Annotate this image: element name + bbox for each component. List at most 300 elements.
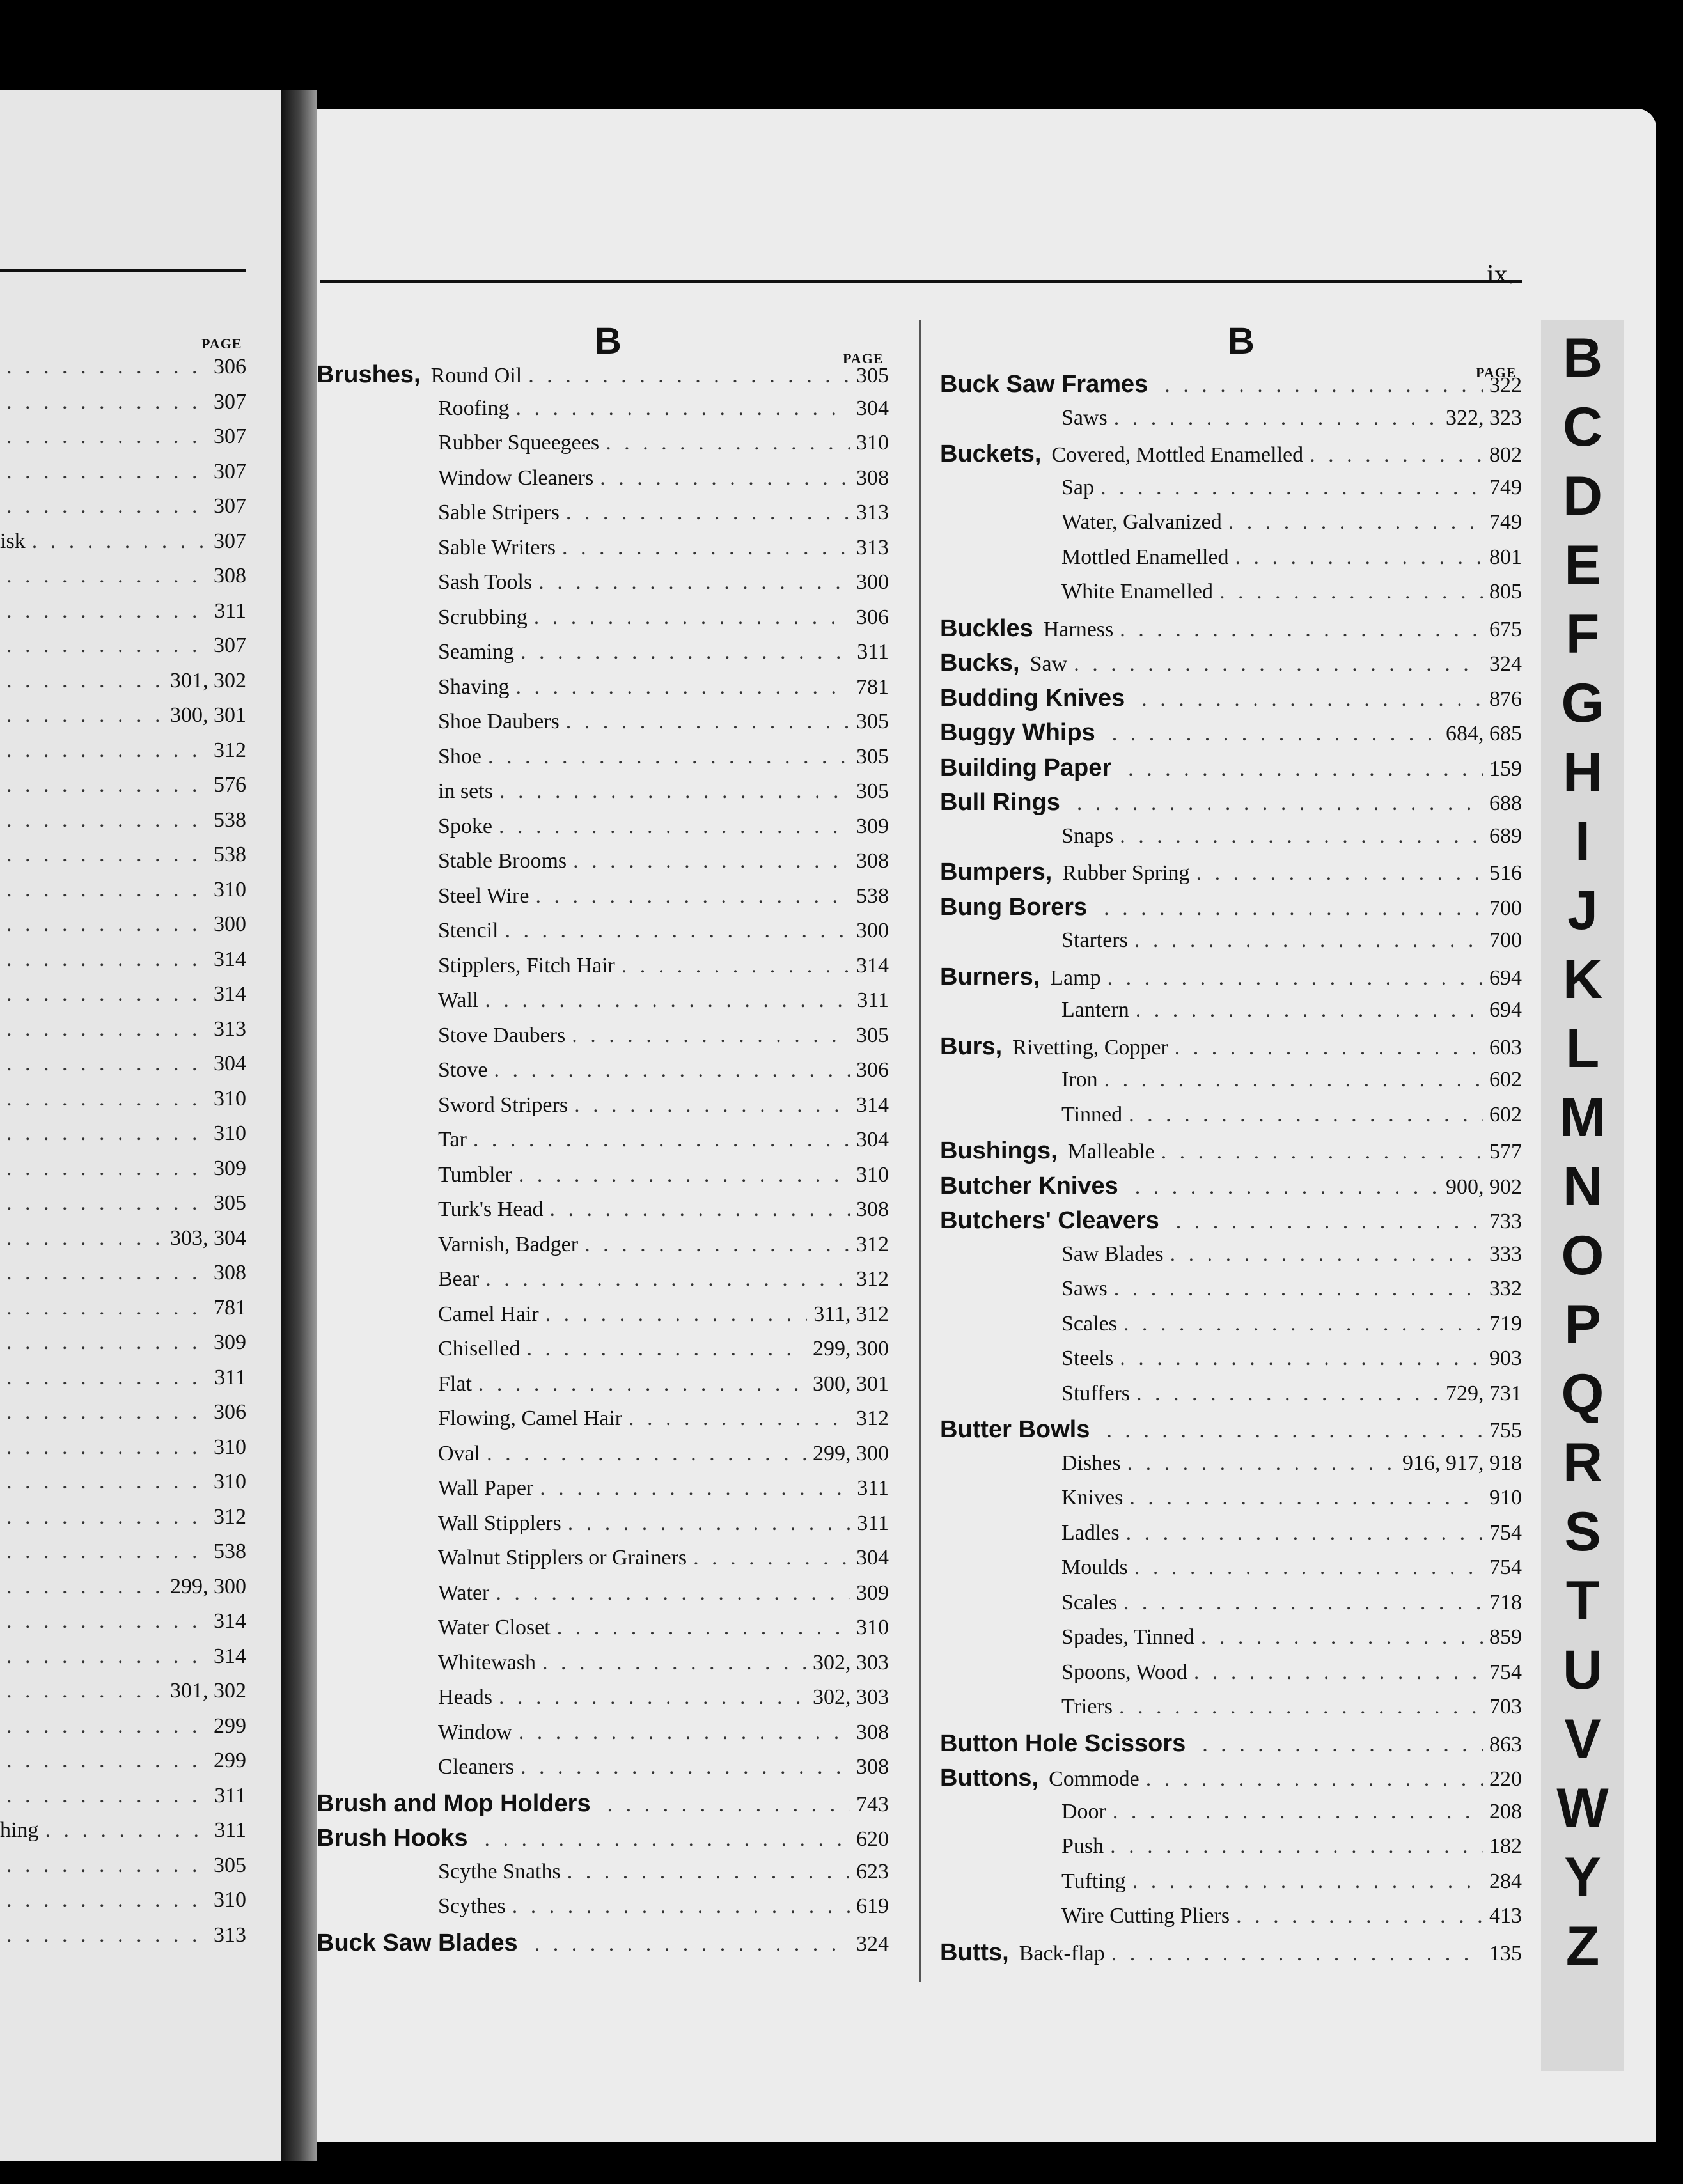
prev-index-entry xyxy=(0,460,246,490)
leader-dots xyxy=(1134,1556,1483,1580)
entry-page-number: 700 xyxy=(1489,928,1522,952)
leader-dots xyxy=(606,431,850,455)
prev-index-entry xyxy=(0,564,246,595)
index-entry xyxy=(940,754,1522,785)
entry-subheading: Spoons, Wood xyxy=(1061,1660,1187,1684)
entry-page-number: 729, 731 xyxy=(1446,1381,1522,1405)
leader-dots xyxy=(1074,652,1483,676)
index-entry xyxy=(317,396,889,427)
leader-dots xyxy=(1164,373,1483,398)
entry-subheading: Snaps xyxy=(1061,823,1114,848)
entry-page-number: 304 xyxy=(214,1052,246,1075)
entry-subheading: Sap xyxy=(1061,475,1094,499)
leader-dots xyxy=(521,1755,850,1779)
leader-dots xyxy=(6,1853,207,1878)
entry-subheading: Saws xyxy=(1061,405,1108,430)
entry-page-number: 307 xyxy=(214,389,246,414)
leader-dots xyxy=(1100,476,1483,500)
index-entry xyxy=(940,1834,1522,1865)
index-entry xyxy=(317,1790,889,1821)
entry-page-number: 299, 300 xyxy=(813,1441,889,1465)
leader-dots xyxy=(6,1017,207,1041)
index-entry xyxy=(940,1660,1522,1691)
entry-page-number: 302, 303 xyxy=(813,1685,889,1709)
prev-index-entry xyxy=(0,1435,246,1466)
prev-index-entry xyxy=(0,1157,246,1187)
thumb-tab-p[interactable]: P xyxy=(1564,1294,1601,1355)
prev-index-entry xyxy=(0,1296,246,1327)
index-entry xyxy=(317,1337,889,1368)
leader-dots xyxy=(6,1888,207,1912)
index-entry xyxy=(317,1163,889,1194)
thumb-tab-g[interactable]: G xyxy=(1561,673,1604,734)
entry-page-number: 308 xyxy=(214,564,246,588)
leader-dots xyxy=(478,1372,806,1396)
entry-subheading: Harness xyxy=(1043,617,1114,641)
leader-dots xyxy=(1111,1942,1483,1966)
leader-dots xyxy=(1104,896,1483,921)
entry-page-number: 703 xyxy=(1489,1695,1522,1719)
leader-dots xyxy=(622,954,850,978)
entry-subheading: Spoke xyxy=(438,814,492,838)
entry-page-number: 859 xyxy=(1489,1625,1522,1649)
entry-heading: Bung Borers xyxy=(940,893,1088,921)
entry-subheading: Shaving xyxy=(438,675,510,699)
leader-dots xyxy=(485,988,850,1013)
entry-page-number: 602 xyxy=(1489,1068,1522,1091)
entry-subheading: Lamp xyxy=(1050,965,1101,990)
entry-page-number: 307 xyxy=(214,529,246,553)
entry-page-number: 309 xyxy=(856,814,889,838)
left-page-header: PAGE xyxy=(843,350,884,366)
thumb-tab-z[interactable]: Z xyxy=(1565,1915,1600,1977)
index-entry xyxy=(317,361,889,392)
entry-page-number: 300 xyxy=(856,570,889,594)
leader-dots xyxy=(6,1923,207,1947)
entry-page-number: 304 xyxy=(856,396,889,420)
index-entry xyxy=(940,1277,1522,1307)
entry-page-number: 781 xyxy=(214,1295,246,1320)
index-entry xyxy=(940,824,1522,855)
entry-page-number: 307 xyxy=(214,634,246,657)
thumb-tab-o[interactable]: O xyxy=(1561,1225,1604,1286)
entry-page-number: 314 xyxy=(214,1644,246,1668)
prev-index-entry xyxy=(0,703,246,734)
index-entry xyxy=(317,1546,889,1577)
index-entry xyxy=(317,1511,889,1542)
leader-dots xyxy=(6,494,207,519)
entry-subheading: Stencil xyxy=(438,919,499,942)
entry-heading: Buckles xyxy=(940,614,1033,642)
entry-page-number: 620 xyxy=(856,1827,889,1851)
prev-page-header: PAGE xyxy=(201,336,242,352)
prev-index-entry xyxy=(0,634,246,664)
leader-dots xyxy=(1110,1834,1483,1859)
index-entry xyxy=(940,476,1522,506)
leader-dots xyxy=(1113,1800,1483,1824)
thumb-tab-c[interactable]: C xyxy=(1562,396,1603,458)
index-entry xyxy=(317,1651,889,1681)
entry-page-number: 332 xyxy=(1489,1277,1522,1300)
entry-page-number: 308 xyxy=(856,1755,889,1779)
index-entry xyxy=(940,510,1522,541)
thumb-tab-h[interactable]: H xyxy=(1562,742,1603,803)
index-entry xyxy=(940,615,1522,646)
entry-page-number: 305 xyxy=(856,710,889,733)
entry-page-number: 576 xyxy=(214,773,246,797)
thumb-tab-k[interactable]: K xyxy=(1562,949,1603,1010)
entry-page-number: 718 xyxy=(1489,1590,1522,1614)
index-entry xyxy=(317,779,889,810)
entry-subheading: Roofing xyxy=(438,396,510,420)
leader-dots xyxy=(6,1261,207,1285)
prev-index-entry xyxy=(0,599,246,630)
index-entry xyxy=(940,1068,1522,1098)
leader-dots xyxy=(1135,1175,1439,1199)
entry-page-number: 733 xyxy=(1489,1210,1522,1233)
index-entry xyxy=(317,815,889,845)
index-entry xyxy=(940,580,1522,611)
entry-subheading: Flowing, Camel Hair xyxy=(438,1407,623,1430)
entry-subheading: Turk's Head xyxy=(438,1197,544,1221)
entry-page-number: 307 xyxy=(214,425,246,448)
entry-subheading: Stove Daubers xyxy=(438,1023,566,1047)
prev-index-entry xyxy=(0,1714,246,1745)
index-entry xyxy=(940,1242,1522,1273)
entry-page-number: 805 xyxy=(1489,580,1522,604)
entry-heading: Burners, xyxy=(940,963,1040,990)
thumb-tab-u[interactable]: U xyxy=(1562,1639,1603,1701)
entry-subheading: Saws xyxy=(1061,1277,1108,1300)
entry-subheading: Triers xyxy=(1061,1695,1113,1719)
entry-page-number: 159 xyxy=(1489,756,1522,781)
entry-page-number: 311 xyxy=(857,640,889,664)
entry-subheading: Shoe Daubers xyxy=(438,710,560,733)
entry-heading: Bull Rings xyxy=(940,789,1060,816)
prev-index-entry xyxy=(0,1853,246,1884)
entry-heading: Burs, xyxy=(940,1033,1003,1060)
index-entry xyxy=(317,1197,889,1228)
entry-subheading: Saw Blades xyxy=(1061,1242,1164,1266)
leader-dots xyxy=(6,1157,207,1181)
index-entry xyxy=(317,1476,889,1507)
leader-dots xyxy=(6,1435,207,1460)
thumb-tab-b[interactable]: B xyxy=(1562,327,1603,389)
entry-page-number: 916, 917, 918 xyxy=(1402,1451,1522,1475)
leader-dots xyxy=(515,396,850,421)
leader-dots xyxy=(6,355,207,379)
leader-dots xyxy=(487,1442,806,1466)
entry-page-number: 299 xyxy=(214,1749,246,1772)
leader-dots xyxy=(485,1267,850,1291)
entry-page-number: 305 xyxy=(856,1023,889,1047)
entry-subheading: Lantern xyxy=(1061,998,1129,1022)
entry-subheading: Water, Galvanized xyxy=(1061,510,1222,534)
leader-dots xyxy=(6,1609,207,1634)
thumb-tab-t[interactable]: T xyxy=(1565,1570,1600,1632)
entry-page-number: 754 xyxy=(1489,1520,1522,1545)
leader-dots xyxy=(629,1407,850,1431)
entry-page-number: 305 xyxy=(856,744,889,768)
prev-index-entry xyxy=(0,1888,246,1919)
index-entry xyxy=(317,605,889,636)
entry-subheading: Spades, Tinned xyxy=(1061,1625,1194,1649)
entry-subheading: Saw xyxy=(1029,652,1068,676)
prev-index-entry xyxy=(0,1400,246,1431)
entry-subheading: Sable Writers xyxy=(438,535,556,559)
index-entry xyxy=(940,1730,1522,1761)
leader-dots xyxy=(6,564,207,588)
leader-dots xyxy=(6,669,164,693)
leader-dots xyxy=(6,1330,207,1355)
leader-dots xyxy=(574,1093,850,1118)
entry-page-number: 220 xyxy=(1489,1767,1522,1791)
entry-page-number: 309 xyxy=(214,1156,246,1180)
entry-page-number: 310 xyxy=(214,1888,246,1912)
entry-subheading: Push xyxy=(1061,1834,1104,1858)
prev-index-entry xyxy=(0,1679,246,1710)
entry-subheading: Stable Brooms xyxy=(438,849,567,873)
entry-page-number: 314 xyxy=(214,1609,246,1633)
leader-dots xyxy=(496,1581,850,1605)
thumb-tab-i[interactable]: I xyxy=(1575,811,1590,872)
index-entry xyxy=(317,1128,889,1158)
entry-heading: Buckets, xyxy=(940,441,1042,467)
index-entry xyxy=(317,1581,889,1612)
prev-index-entry xyxy=(0,1226,246,1257)
entry-subheading: Scythes xyxy=(438,1894,506,1918)
entry-page-number: 306 xyxy=(214,355,246,378)
prev-index-entry xyxy=(0,1087,246,1118)
leader-dots xyxy=(538,570,850,595)
entry-page-number: 312 xyxy=(856,1232,889,1256)
thumb-tab-j[interactable]: J xyxy=(1567,880,1598,941)
prev-index-entry xyxy=(0,529,246,560)
thumb-tab-n[interactable]: N xyxy=(1562,1156,1603,1217)
leader-dots xyxy=(1141,687,1483,712)
thumb-tab-r[interactable]: R xyxy=(1562,1432,1603,1494)
entry-subheading: Varnish, Badger xyxy=(438,1232,579,1256)
prev-index-entry xyxy=(0,1261,246,1291)
thumb-tab-d[interactable]: D xyxy=(1562,465,1603,527)
entry-page-number: 308 xyxy=(214,1261,246,1284)
thumb-tab-s[interactable]: S xyxy=(1564,1501,1601,1563)
leader-dots xyxy=(1170,1242,1483,1267)
leader-dots xyxy=(32,529,207,554)
index-entry xyxy=(940,1800,1522,1830)
prev-index-entry xyxy=(0,1749,246,1779)
index-entry xyxy=(940,1939,1522,1970)
entry-subheading: Scales xyxy=(1061,1311,1117,1336)
prev-index-entry xyxy=(0,1923,246,1954)
leader-dots xyxy=(1310,443,1483,467)
index-entry xyxy=(317,466,889,497)
prev-index-entry xyxy=(0,912,246,943)
entry-heading: Butcher Knives xyxy=(940,1172,1118,1199)
leader-dots xyxy=(1120,618,1483,642)
index-entry xyxy=(940,998,1522,1029)
entry-subheading: Scythe Snaths xyxy=(438,1859,561,1884)
leader-dots xyxy=(557,1616,850,1640)
entry-subheading: Sword Stripers xyxy=(438,1093,568,1117)
entry-subheading: Seaming xyxy=(438,640,514,664)
leader-dots xyxy=(1132,1869,1483,1894)
entry-heading: Brush and Mop Holders xyxy=(317,1790,591,1817)
entry-page-number: 300, 301 xyxy=(813,1371,889,1396)
leader-dots xyxy=(535,1932,850,1956)
prev-index-entry xyxy=(0,1540,246,1570)
entry-page-number: 311 xyxy=(857,1476,889,1500)
entry-heading: Buck Saw Frames xyxy=(940,371,1148,398)
entry-page-number: 749 xyxy=(1489,510,1522,534)
entry-subheading: Moulds xyxy=(1061,1556,1128,1579)
entry-page-number: 305 xyxy=(856,364,889,387)
index-entry xyxy=(317,1720,889,1751)
leader-dots xyxy=(600,466,850,490)
leader-dots xyxy=(550,1197,850,1222)
entry-subheading: Shoe xyxy=(438,744,481,768)
entry-page-number: 314 xyxy=(214,947,246,971)
thumb-tab-l[interactable]: L xyxy=(1565,1018,1600,1079)
leader-dots xyxy=(1119,1695,1483,1719)
entry-subheading: Dishes xyxy=(1061,1451,1121,1475)
entry-subheading: Sash Tools xyxy=(438,570,533,594)
leader-dots xyxy=(607,1793,850,1817)
index-entry xyxy=(317,1894,889,1925)
prev-index-entry xyxy=(0,1505,246,1536)
thumb-tab-m[interactable]: M xyxy=(1560,1087,1606,1148)
entry-subheading: Commode xyxy=(1049,1767,1139,1791)
leader-dots xyxy=(572,1024,850,1048)
entry-page-number: 516 xyxy=(1489,861,1522,885)
entry-page-number: 876 xyxy=(1489,687,1522,711)
leader-dots xyxy=(1146,1767,1483,1791)
index-entry xyxy=(317,1267,889,1298)
leader-dots xyxy=(484,1827,850,1852)
thumb-tab-y[interactable]: Y xyxy=(1564,1846,1601,1908)
leader-dots xyxy=(6,982,207,1006)
prev-index-entry xyxy=(0,1470,246,1501)
entry-subheading: Cleaners xyxy=(438,1755,514,1779)
entry-page-number: 900, 902 xyxy=(1446,1174,1522,1199)
leader-dots xyxy=(519,1720,850,1745)
entry-subheading: Wire Cutting Pliers xyxy=(1061,1904,1230,1928)
entry-page-number: 309 xyxy=(856,1580,889,1605)
leader-dots xyxy=(6,1749,207,1773)
entry-page-number: 903 xyxy=(1489,1346,1522,1370)
leader-dots xyxy=(512,1894,850,1919)
leader-dots xyxy=(6,1400,207,1424)
leader-dots xyxy=(515,675,850,699)
index-entry xyxy=(940,1207,1522,1238)
entry-page-number: 754 xyxy=(1489,1556,1522,1579)
entry-heading: Butts, xyxy=(940,1938,1009,1966)
index-entry xyxy=(317,536,889,566)
prev-index-entry xyxy=(0,669,246,699)
right-page-header: PAGE xyxy=(1476,364,1517,380)
leader-dots xyxy=(534,605,850,630)
leader-dots xyxy=(1077,792,1483,816)
index-entry xyxy=(940,1556,1522,1586)
index-entry xyxy=(317,640,889,671)
entry-subheading: Heads xyxy=(438,1685,492,1709)
entry-page-number: 311 xyxy=(214,1818,246,1842)
prev-index-entry xyxy=(0,843,246,873)
leader-dots xyxy=(584,1233,850,1257)
entry-subheading: Window Cleaners xyxy=(438,465,594,490)
leader-dots xyxy=(6,1575,164,1599)
index-entry xyxy=(940,1695,1522,1726)
leader-dots xyxy=(1202,1733,1483,1757)
entry-fragment: hing xyxy=(0,1818,39,1842)
entry-page-number: 303, 304 xyxy=(170,1226,246,1250)
leader-dots xyxy=(6,1226,164,1251)
leader-dots xyxy=(1112,722,1439,746)
index-entry xyxy=(940,928,1522,959)
index-entry xyxy=(317,431,889,462)
index-entry xyxy=(940,1521,1522,1552)
thumb-tab-v[interactable]: V xyxy=(1564,1708,1601,1770)
leader-dots xyxy=(6,1121,207,1146)
entry-subheading: Water Closet xyxy=(438,1616,551,1639)
thumb-tab-q[interactable]: Q xyxy=(1561,1363,1604,1424)
thumb-tab-f[interactable]: F xyxy=(1565,604,1600,665)
leader-dots xyxy=(562,536,850,560)
prev-index-entry xyxy=(0,494,246,525)
index-entry xyxy=(940,371,1522,402)
thumb-tab-e[interactable]: E xyxy=(1564,534,1601,596)
index-entry xyxy=(317,1372,889,1403)
entry-page-number: 314 xyxy=(856,953,889,978)
entry-page-number: 313 xyxy=(214,1017,246,1041)
leader-dots xyxy=(6,808,207,832)
entry-fragment: isk xyxy=(0,529,26,553)
entry-page-number: 619 xyxy=(856,1894,889,1918)
entry-subheading: Steels xyxy=(1061,1346,1114,1370)
index-entry xyxy=(940,1137,1522,1168)
entry-page-number: 749 xyxy=(1489,475,1522,499)
prev-index-entry xyxy=(0,1609,246,1640)
column-divider xyxy=(919,320,921,1982)
leader-dots xyxy=(473,1128,850,1152)
index-entry xyxy=(317,501,889,531)
entry-page-number: 623 xyxy=(856,1859,889,1884)
entry-subheading: Wall Paper xyxy=(438,1476,534,1500)
thumb-tab-w[interactable]: W xyxy=(1556,1777,1609,1839)
leader-dots xyxy=(6,1470,207,1494)
index-entry xyxy=(940,685,1522,715)
entry-page-number: 538 xyxy=(214,807,246,832)
entry-page-number: 304 xyxy=(856,1546,889,1570)
leader-dots xyxy=(6,1087,207,1111)
entry-subheading: Rivetting, Copper xyxy=(1012,1035,1168,1059)
entry-page-number: 304 xyxy=(856,1128,889,1151)
entry-subheading: Tinned xyxy=(1061,1102,1123,1127)
entry-page-number: 333 xyxy=(1489,1242,1522,1266)
entry-subheading: Chiselled xyxy=(438,1337,521,1361)
entry-heading: Building Paper xyxy=(940,754,1112,781)
leader-dots xyxy=(542,1651,806,1675)
index-entry xyxy=(317,884,889,915)
entry-subheading: in sets xyxy=(438,779,493,803)
leader-dots xyxy=(6,1784,208,1808)
prev-index-entry xyxy=(0,355,246,386)
entry-subheading: Back-flap xyxy=(1019,1941,1105,1965)
prev-index-entry xyxy=(0,1121,246,1152)
entry-page-number: 310 xyxy=(214,1435,246,1459)
prev-index-entry xyxy=(0,1575,246,1605)
page-folio: ix. xyxy=(1487,260,1515,290)
